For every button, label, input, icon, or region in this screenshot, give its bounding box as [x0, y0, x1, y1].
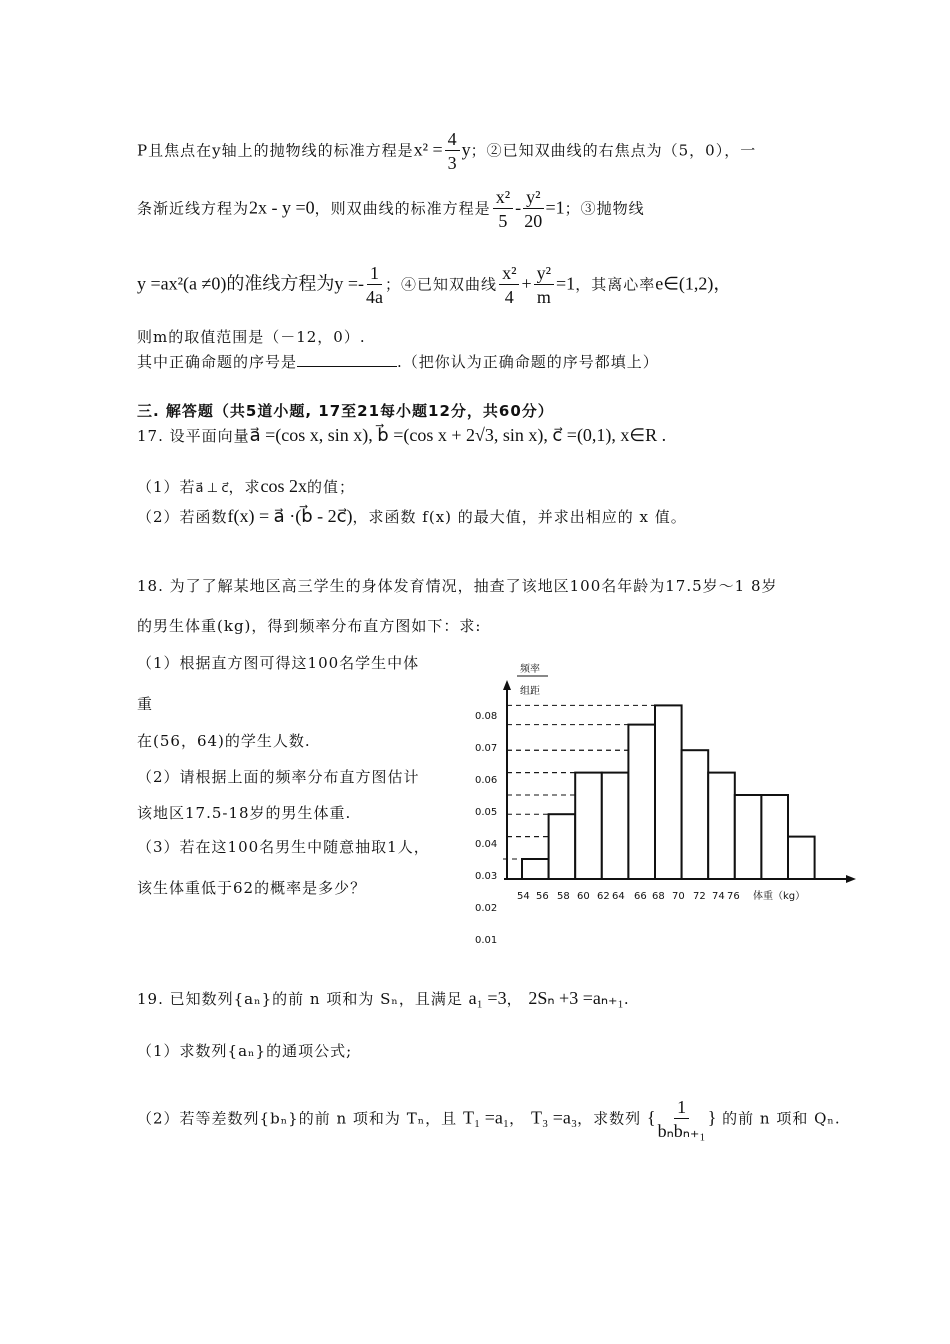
q19-part1: （1）求数列{aₙ}的通项公式;	[137, 1042, 353, 1060]
y-tick-label: 0.02	[475, 903, 498, 914]
math: +	[521, 273, 532, 294]
x-axis-label: 体重（kg）	[753, 891, 806, 902]
y-tick-label: 0.04	[475, 839, 498, 850]
q18-line2: 的男生体重(kg)，得到频率分布直方图如下：求:	[137, 617, 482, 635]
num: x²	[499, 262, 519, 285]
x-tick-label: 60	[577, 891, 590, 902]
histogram-bar	[575, 773, 602, 879]
histogram-bar	[788, 837, 815, 879]
y-label-bottom: 组距	[520, 686, 540, 697]
x-tick-label: 72	[693, 891, 706, 902]
x-tick-label: 76	[727, 891, 740, 902]
x-tick-label: 56	[536, 891, 549, 902]
math: -	[515, 197, 522, 218]
q17-part1	[137, 476, 355, 497]
math: e∈(1,2)，	[655, 273, 732, 294]
x-tick-label: 62	[597, 891, 610, 902]
den: 5	[498, 211, 508, 231]
fraction	[523, 186, 543, 233]
num: y²	[523, 186, 543, 209]
q19-part2	[137, 1096, 841, 1143]
x-tick-label: 64	[612, 891, 625, 902]
q16-line2	[137, 186, 645, 233]
histogram-bar	[655, 705, 682, 879]
text: ；②已知双曲线的右焦点为（5，0），一	[470, 141, 757, 160]
text: 的值；	[307, 478, 356, 496]
q18-part1-cont: 重	[137, 695, 154, 713]
fraction	[445, 128, 460, 175]
fraction	[534, 262, 554, 309]
q19-stem	[137, 988, 630, 1009]
math: a⃗ ⊥ c⃗	[195, 480, 229, 495]
q18-part1-cont2: 在(56，64)的学生人数.	[137, 732, 311, 750]
q18-line1: 18. 为了了解某地区高三学生的身体发育情况，抽查了该地区100名年龄为17.5岁～1 8岁	[137, 577, 778, 595]
text: .（把你认为正确命题的序号都填上）	[397, 353, 659, 371]
math: =1	[556, 273, 576, 294]
histogram-bar	[628, 725, 655, 879]
histogram-bar	[735, 795, 762, 879]
x-tick-label: 58	[557, 891, 570, 902]
histogram-bar	[761, 795, 788, 879]
y-label-top: 频率	[520, 664, 540, 675]
num: 1	[674, 1096, 689, 1119]
q17-stem	[137, 425, 666, 446]
math: a₁ =3	[468, 988, 507, 1008]
den: bₙbₙ₊₁	[657, 1121, 706, 1141]
num: x²	[493, 186, 513, 209]
math: a⃗ =(cos x, sin x), b⃗ =(cos x + 2√3, sin x), c⃗ =(0,1), x∈R .	[249, 425, 667, 445]
x-tick-label: 70	[672, 891, 685, 902]
x-tick-label: 54	[517, 891, 530, 902]
num: y²	[534, 262, 554, 285]
text: 17. 设平面向量	[137, 427, 250, 445]
text: ，求数列	[577, 1109, 642, 1128]
histogram-bar	[522, 859, 549, 879]
q18-part1: （1）根据直方图可得这100名学生中体	[137, 654, 420, 672]
brace: }	[707, 1107, 717, 1128]
text: ，	[509, 1109, 526, 1128]
fraction	[366, 262, 383, 309]
den: 20	[524, 211, 543, 231]
math: 2Sₙ +3 =aₙ₊₁	[528, 988, 624, 1008]
section-heading: 三. 解答题（共5道小题, 17至21每小题12分，共60分）	[137, 402, 554, 420]
text: ，求	[228, 478, 261, 496]
y-tick-label: 0.01	[475, 935, 498, 946]
num: 1	[367, 262, 382, 285]
den: 4	[504, 287, 514, 307]
math: f(x) = a⃗ ·(b⃗ - 2c⃗)	[227, 506, 353, 526]
histogram-bar	[708, 773, 735, 879]
den: m	[536, 287, 551, 307]
math: y	[461, 139, 471, 160]
text: ，则双曲线的标准方程是	[314, 199, 491, 218]
x-axis-arrow	[846, 875, 856, 883]
math: T₃ =a₃	[530, 1107, 578, 1128]
text: ；③抛物线	[564, 199, 645, 218]
text: ，求函数 f(x) 的最大值，并求出相应的 x 值。	[352, 508, 687, 526]
text: .	[623, 990, 630, 1008]
y-tick-label: 0.08	[475, 711, 498, 722]
q16-line4: 则m的取值范围是（－12，0）.	[137, 328, 366, 346]
math: x² =	[413, 139, 443, 160]
histogram-bar	[549, 814, 576, 879]
q16-line1	[137, 128, 756, 175]
x-tick-label: 74	[712, 891, 725, 902]
math: y =ax²(a ≠0)的准线方程为y =-	[137, 273, 365, 294]
answer-blank[interactable]	[297, 352, 397, 367]
math: cos 2x	[260, 476, 308, 496]
text: 的前 n 项和 Qₙ.	[722, 1109, 841, 1128]
fraction	[493, 186, 513, 233]
text: ；④已知双曲线	[385, 275, 498, 294]
den: 4a	[366, 287, 384, 307]
math: T₁ =a₁	[462, 1107, 510, 1128]
math: =1	[545, 197, 565, 218]
q18-part3-cont: 该生体重低于62的概率是多少？	[137, 879, 367, 897]
text: （2）若等差数列{bₙ}的前 n 项和为 Tₙ，且	[137, 1109, 458, 1128]
brace: {	[646, 1107, 656, 1128]
histogram-bar	[602, 773, 629, 879]
y-tick-label: 0.06	[475, 775, 498, 786]
text: 条渐近线方程为	[137, 199, 250, 218]
q18-part2: （2）请根据上面的频率分布直方图估计	[137, 768, 420, 786]
y-tick-label: 0.03	[475, 871, 498, 882]
frequency-histogram	[460, 650, 860, 950]
x-tick-label: 66	[634, 891, 647, 902]
y-axis-arrow	[503, 680, 511, 690]
math: 2x - y =0	[249, 197, 315, 218]
text: ，	[506, 990, 523, 1008]
text: P且焦点在y轴上的抛物线的标准方程是	[137, 141, 414, 160]
q18-part2-cont: 该地区17.5-18岁的男生体重.	[137, 804, 352, 822]
y-tick-label: 0.07	[475, 743, 498, 754]
num: 4	[445, 128, 460, 151]
q18-part3: （3）若在这100名男生中随意抽取1人，	[137, 838, 430, 856]
text: （1）若	[137, 478, 196, 496]
histogram-bar	[682, 750, 709, 879]
text: （2）若函数	[137, 508, 228, 526]
text: 其中正确命题的序号是	[137, 353, 298, 371]
q17-part2	[137, 506, 687, 527]
x-tick-label: 68	[652, 891, 665, 902]
text: ，其离心率	[575, 275, 656, 294]
y-tick-label: 0.05	[475, 807, 498, 818]
text: 19. 已知数列{aₙ}的前 n 项和为 Sₙ，且满足	[137, 990, 463, 1008]
q16-line5	[137, 351, 659, 372]
den: 3	[447, 153, 457, 173]
fraction	[658, 1096, 706, 1143]
q16-line3	[137, 262, 731, 309]
fraction	[499, 262, 519, 309]
